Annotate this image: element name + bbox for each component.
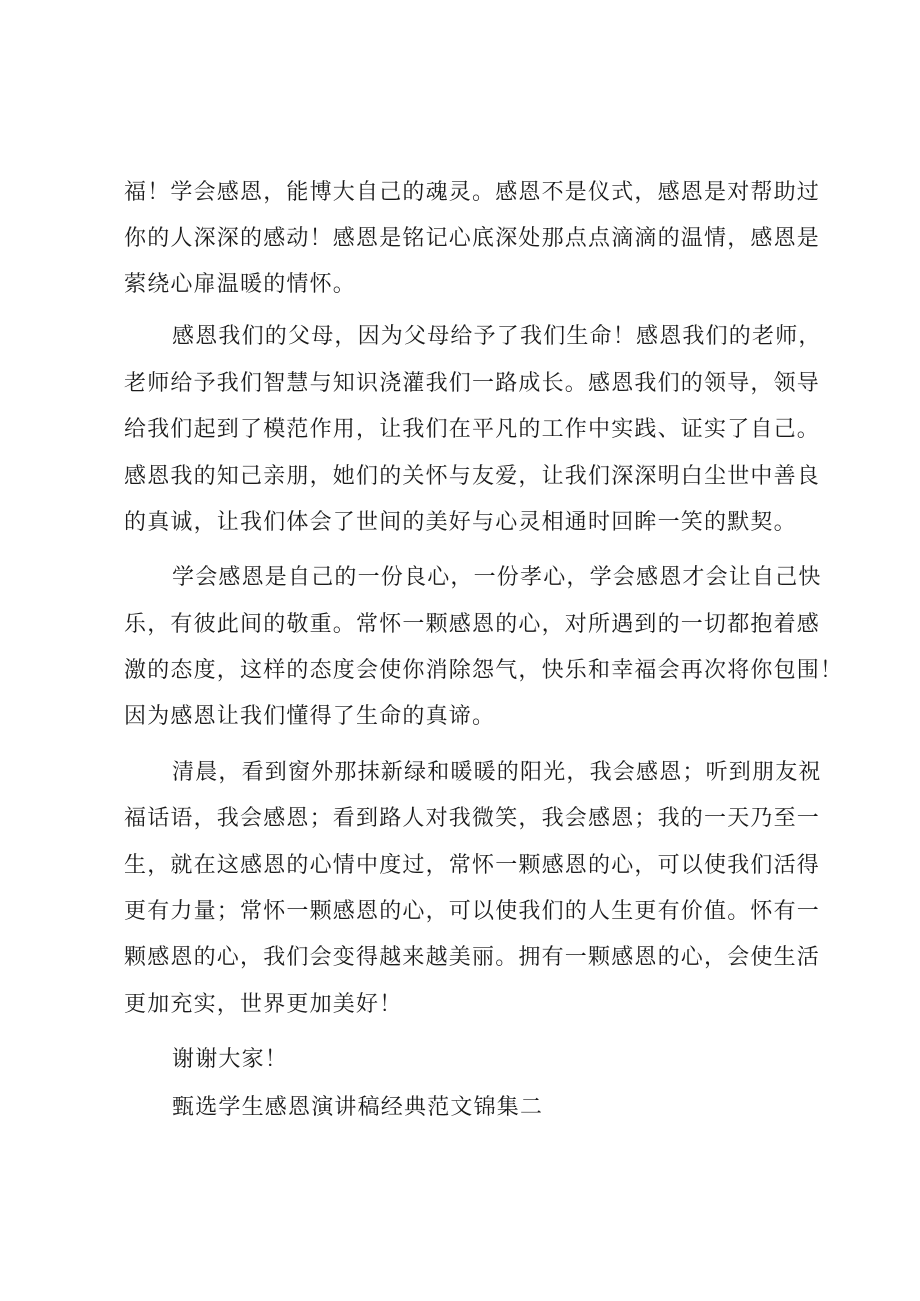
paragraph-4-line-4: 更有力量；常怀一颗感恩的心，可以使我们的人生更有价值。怀有一 — [124, 899, 821, 924]
paragraph-2-line-4: 感恩我的知己亲朋，她们的关怀与友爱，让我们深深明白尘世中善良 — [124, 464, 821, 489]
paragraph-3-line-1: 学会感恩是自己的一份良心，一份孝心，学会感恩才会让自己快 — [172, 565, 822, 590]
closing-thanks: 谢谢大家！ — [172, 1047, 289, 1072]
paragraph-4-line-3: 生，就在这感恩的心情中度过，常怀一颗感恩的心，可以使我们活得 — [124, 853, 821, 878]
paragraph-1-line-3: 萦绕心扉温暖的情怀。 — [124, 272, 357, 297]
paragraph-2-line-5: 的真诚，让我们体会了世间的美好与心灵相通时回眸一笑的默契。 — [124, 510, 797, 535]
paragraph-1-line-1: 福！学会感恩，能博大自己的魂灵。感恩不是仪式，感恩是对帮助过 — [124, 180, 821, 205]
paragraph-2-line-3: 给我们起到了模范作用，让我们在平凡的工作中实践、证实了自己。 — [124, 417, 821, 442]
section-heading: 甄选学生感恩演讲稿经典范文锦集二 — [172, 1095, 544, 1120]
paragraph-2-line-1: 感恩我们的父母，因为父母给予了我们生命！感恩我们的老师， — [172, 324, 822, 349]
paragraph-4-line-1: 清晨，看到窗外那抹新绿和暖暖的阳光，我会感恩；听到朋友祝 — [172, 760, 822, 785]
paragraph-4-line-2: 福话语，我会感恩；看到路人对我微笑，我会感恩；我的一天乃至一 — [124, 806, 821, 831]
paragraph-3-line-3: 激的态度，这样的态度会使你消除怨气，快乐和幸福会再次将你包围！ — [124, 658, 844, 683]
paragraph-3-line-2: 乐，有彼此间的敬重。常怀一颗感恩的心，对所遇到的一切都抱着感 — [124, 612, 821, 637]
paragraph-2-line-2: 老师给予我们智慧与知识浇灌我们一路成长。感恩我们的领导，领导 — [124, 371, 821, 396]
paragraph-4-line-6: 更加充实，世界更加美好！ — [124, 992, 403, 1017]
paragraph-4-line-5: 颗感恩的心，我们会变得越来越美丽。拥有一颗感恩的心，会使生活 — [124, 945, 821, 970]
paragraph-3-line-4: 因为感恩让我们懂得了生命的真谛。 — [124, 704, 496, 729]
paragraph-1-line-2: 你的人深深的感动！感恩是铭记心底深处那点点滴滴的温情，感恩是 — [124, 226, 821, 251]
